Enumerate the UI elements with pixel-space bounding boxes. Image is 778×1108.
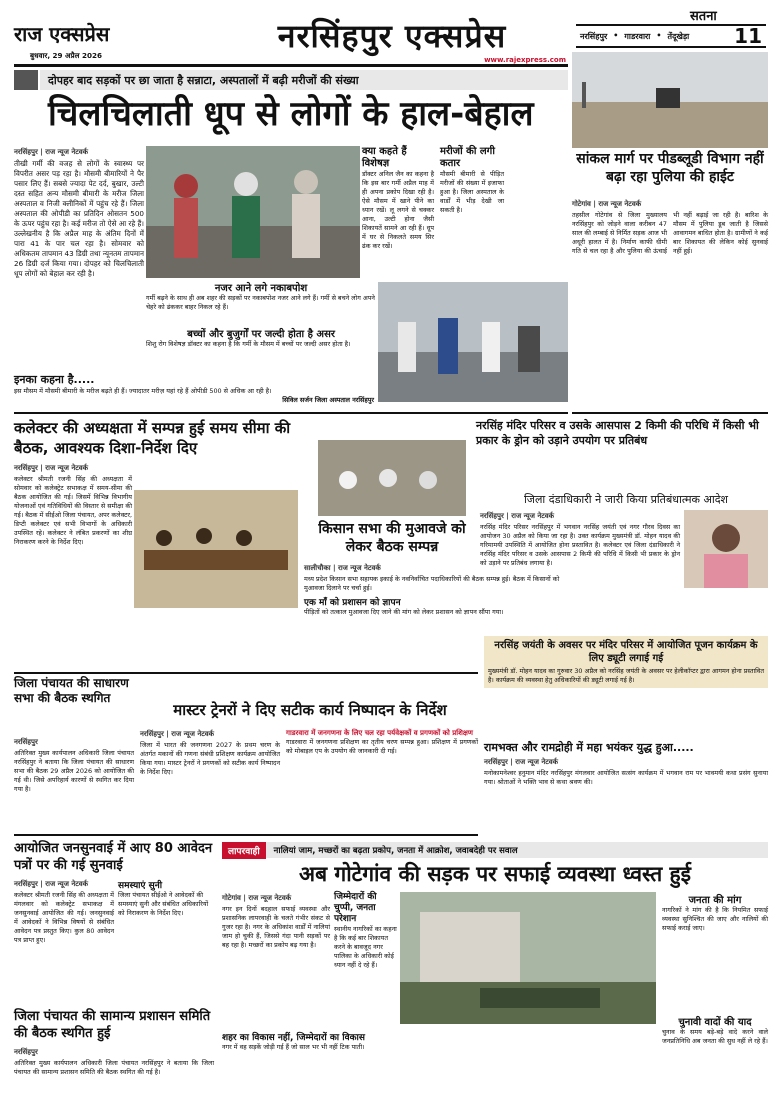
yuddha-article: [484, 756, 768, 787]
caption-children-body: शिशु रोग विशेषज्ञ डॉक्टर का कहना है कि गर्मी के मौसम में बच्चों पर जल्दी असर होता है।: [146, 340, 351, 348]
edition-title: नरसिंहपुर एक्सप्रेस: [277, 17, 507, 55]
section-rule-4: [14, 834, 478, 836]
road-photo: [572, 52, 768, 148]
resp-box: [334, 892, 398, 970]
pwd-headline: सांकल मार्ग पर पीडब्लूडी विभाग नहीं बढ़ा रहा पुलिया की हाईट: [576, 151, 764, 185]
yuddha-body: मनोकामनेश्वर हनुमान मंदिर नरसिंहपुर मंगलवार आयोजित सत्संग कार्यक्रम में भगवान राम पर भावमयी कथा प्रसंग सुनाया गया। श्रोताओं ने भक्ति भाव से कथा श्रवण की।: [484, 769, 768, 786]
collector-article: [14, 462, 132, 547]
drone-sub: जिला दंडाधिकारी ने जारी किया प्रतिबंधात्मक आदेश: [523, 493, 729, 506]
pwd-article: [572, 198, 768, 256]
section-rule-1: [14, 412, 568, 414]
road-headline: अब गोटेगांव की सड़क पर सफाई व्यवस्था ध्वस्त हुई: [299, 862, 691, 886]
census-body: गाडरवारा में जनगणना प्रशिक्षण का तृतीय चरण सम्पन्न हुआ। प्रशिक्षण में प्रगणकों को मोबाइल एप के उपयोग की जानकारी दी गई।: [286, 738, 478, 755]
hospital-photo: [378, 282, 568, 402]
trainers-byline: नरसिंहपुर | राज न्यूज नेटवर्क: [140, 730, 215, 738]
yuddha-byline: नरसिंहपुर | राज न्यूज नेटवर्क: [484, 758, 559, 766]
sabha-body: अतिरिक्त मुख्य कार्यपालन अधिकारी जिला पंचायत नरसिंहपुर ने बताया कि जिला पंचायत की साधारण सभा की बैठक 29 अप्रैल 2026 को आयोजित की गई थी। जिसे अपरिहार्य कारणों से स्थगित कर दिया गया है।: [14, 749, 134, 793]
caption-children: [146, 326, 376, 349]
info-body: इस मौसम में मौसमी बीमारी के मरीज बढ़ते ही हैं। ज्यादातर मरीज़ यहां रहे हैं ओपीडी 500 से अधिक आ रही है।: [14, 387, 272, 395]
demand-body: नागरिकों ने मांग की है कि नियमित सफाई व्यवस्था सुनिश्चित की जाए और नालियों की सफाई कराई जाए।: [662, 906, 768, 932]
tag-gadarwara: गाडरवारा: [624, 31, 651, 41]
tag-tendukheda: तेंदूखेड़ा: [667, 31, 690, 41]
hospital-photo-icon: [378, 282, 568, 402]
trainers-article: [140, 728, 280, 777]
memo-title: एक माँ को प्रशासन को ज्ञापन: [304, 598, 401, 608]
sabha-headline: जिला पंचायत की साधारण सभा की बैठक स्थगित: [14, 676, 129, 705]
drone-body: नरसिंह मंदिर परिसर नरसिंहपुर में भगवान नरसिंह जयंती एवं नगर गौरव दिवस का आयोजन 30 अप्रैल को किया जा रहा है। उक्त कार्यक्रम मुख्यमंत्री डॉ. मोहन यादव की गरिमामयी उपस्थिति में आयोजित होना प्रस्तावित है। कलेक्टर एवं जिला दंडाधिकारी ने नरसिंह मंदिर परिसर व उसके आसपास 2 किमी की परिधि में किसी भी प्रकार के ड्रोन को उड़ाने पर प्रतिबंध लगाया है।: [480, 523, 680, 567]
pranshasan-article: [14, 1046, 214, 1077]
patients-box: [440, 146, 504, 215]
caption-children-title: बच्चों और बुजुर्गों पर जल्दी होता है असर: [187, 329, 335, 340]
samasya-title: समस्याएं सुनी: [118, 881, 163, 891]
jansunvai-body: कलेक्टर श्रीमती रजनी सिंह की अध्यक्षता में मंगलवार को कलेक्ट्रेट सभाकक्ष में जनसुनवाई आयोजित की गई। जनसुनवाई में आवेदकों ने विभिन्न विषयों से संबंधित आवेदन पत्र प्रस्तुत किए। कुल 80 आवेदन पत्र प्राप्त हुए।: [14, 891, 114, 944]
resp-body: स्थानीय नागरिकों का कहना है कि कई बार शिकायत करने के बावजूद नगर पालिका के अधिकारी कोई ध्यान नहीं दे रहे हैं।: [334, 925, 397, 969]
pranshasan-body: अतिरिक्त मुख्य कार्यपालन अधिकारी जिला पंचायत नरसिंहपुर ने बताया कि जिला पंचायत की सामान्य प्रशासन समिति की बैठक स्थगित की गई है।: [14, 1059, 214, 1076]
pwd-body: तहसील गोटेगांव से जिला मुख्यालय नरसिंहपुर को जोड़ने वाला करीबन 47 साल की लम्बाई से निर्मित सड़क आज भी अधूरी हालत में है। निर्माण काफी धीमी गति से चल रहा है और पुलिया की ऊंचाई भी नहीं बढ़ाई जा रही है। बारिश के मौसम में पुलिया डूब जाती है जिससे आवागमन बाधित होता है। ग्रामीणों ने कई बार शिकायत की लेकिन कोई सुनवाई नहीं हुई।: [572, 211, 768, 255]
section-tags: नरसिंहपुर • गाडरवारा • तेंदूखेड़ा 11: [576, 24, 766, 48]
promise-body: चुनाव के समय बड़े-बड़े वादे करने वाले जनप्रतिनिधि अब जनता की सुध नहीं ले रहे हैं।: [662, 1028, 768, 1045]
sabha-article: [14, 736, 134, 794]
drone-byline: नरसिंहपुर | राज न्यूज नेटवर्क: [480, 512, 555, 520]
promise-title: चुनावी वादों की याद: [678, 1017, 752, 1028]
info-sign: सिविल सर्जन जिला अस्पताल नरसिंहपुर: [282, 396, 374, 404]
section-rule-3: [14, 672, 478, 674]
pwd-byline: गोटेगांव | राज न्यूज नेटवर्क: [572, 200, 642, 208]
tag-narsinghpur: नरसिंहपुर: [580, 31, 608, 41]
promise-box: [662, 1014, 768, 1046]
issue-date: बुधवार, 29 अप्रैल 2026: [30, 51, 103, 60]
pranshasan-byline: नरसिंहपुर: [14, 1048, 38, 1056]
meeting-photo-icon: [134, 490, 298, 608]
drone-article: [480, 510, 680, 568]
masthead-left: [14, 20, 154, 61]
website-url[interactable]: www.rajexpress.com: [484, 56, 566, 64]
yuddha-headline: रामभक्त और रामद्रोही में महा भयंकर युद्ध हुआ.....: [484, 741, 694, 754]
drain-photo-icon: [400, 892, 656, 1024]
demand-box: [662, 892, 768, 933]
caption-masks-body: गर्मी बढ़ने के साथ ही अब शहर की सड़कों पर नकाबपोश नजर आने लगे हैं। गर्मी से बचने लोग अपने चेहरे को ढंककर बाहर निकल रहे हैं।: [146, 294, 375, 311]
expert-title: क्या कहते हैं विशेषज्ञ: [362, 146, 407, 169]
kisan-byline: सालीचौका | राज न्यूज नेटवर्क: [304, 564, 381, 572]
trainers-body: जिला में भारत की जनगणना 2027 के प्रथम चरण के अंतर्गत मकानों की गणना संबंधी प्रशिक्षण कार्यक्रम आयोजित किया गया। मास्टर ट्रेनरों ने प्रगणकों को सटीक कार्य निष्पादन के निर्देश दिए।: [140, 741, 280, 776]
collector-headline: कलेक्टर की अध्यक्षता में सम्पन्न हुई समय सीमा की बैठक, आवश्यक दिशा-निर्देश दिए: [14, 419, 291, 457]
portrait-icon: [684, 510, 768, 588]
puja-headline: नरसिंह जयंती के अवसर पर मंदिर परिसर में आयोजित पूजन कार्यक्रम के लिए ड्यूटी लगाई गई: [494, 640, 758, 664]
kisan-body: मध्य प्रदेश किसान सभा सहायक इकाई के नवनिर्वाचित पदाधिकारियों की बैठक सम्पन्न हुई। बैठक में किसानों को मुआवजा दिलाने पर चर्चा हुई।: [304, 575, 560, 592]
lead-photo: [146, 146, 360, 278]
drain-photo: [400, 892, 656, 1024]
info-box: [14, 372, 374, 405]
paper-title: राज एक्सप्रेस: [14, 22, 110, 46]
caption-masks-title: नजर आने लगे नकाबपोश: [214, 283, 308, 294]
patients-body: मौसमी बीमारी से पीड़ित मरीजों की संख्या में इजाफा हुआ है। जिला अस्पताल के वार्डों में भीड़ देखी जा सकती है।: [440, 170, 504, 214]
info-title: इनका कहना है.....: [14, 373, 95, 386]
meeting-photo: [134, 490, 298, 608]
resp-title: जिम्मेदारों की चुप्पी, जनता परेशान: [334, 892, 377, 924]
jansunvai-article: [14, 878, 114, 945]
caption-masks: [146, 280, 376, 312]
collector-byline: नरसिंहपुर | राज न्यूज नेटवर्क: [14, 464, 89, 472]
kisan-photo-icon: [318, 440, 466, 516]
official-photo: [684, 510, 768, 588]
kicker-marker: [14, 70, 38, 90]
demand-title: जनता की मांग: [688, 895, 742, 906]
section-rule-2: [572, 412, 768, 414]
road-byline: गोटेगांव | राज न्यूज नेटवर्क: [222, 894, 292, 902]
census-box: [286, 728, 478, 756]
jansunvai-byline: नरसिंहपुर | राज न्यूज नेटवर्क: [14, 880, 89, 888]
samasya-body: जिला पंचायत सीईओ ने आवेदकों की समस्याएं सुनी और संबंधित अधिकारियों को निराकरण के निर्देश दिए।: [118, 891, 209, 917]
jansunvai-headline: आयोजित जनसुनवाई में आए 80 आवेदन पत्रों पर की गई सुनवाई: [14, 841, 213, 873]
kisan-article: [304, 562, 560, 617]
lead-byline: नरसिंहपुर | राज न्यूज नेटवर्क: [14, 148, 89, 156]
lead-body: तीखी गर्मी की वजह से लोगों के स्वास्थ्य पर विपरीत असर पड़ रहा है। मौसमी बीमारियों ने पैर पसार लिए हैं। सबसे ज्यादा पेट दर्द, बुखार, उल्टी दस्त सहित अन्य मौसमी बीमारी के मरीज जिला अस्पताल व निजी क्लीनिकों में पहुंच रहे हैं। जिला अस्पताल की ओपीडी का प्रतिदिन ओसतन 500 के ऊपर पहुंच रहा है। कई मरीज तो ऐसे आ रहे हैं। उल्लेखनीय है कि अप्रैल माह के अंतिम दिनों में पारा 41 के पार चल रहा है। सोमवार को अधिकतम तापमान 43 डिग्री तथा न्यूनतम तापमान 26 डिग्री दर्ज किया गया। दोपहर को चिलचिलाती धूप लोगों को बेहाल कर रही है।: [14, 159, 144, 278]
dev-title: शहर का विकास नहीं, जिम्मेदारों का विकास: [222, 1033, 365, 1043]
puja-body: मुख्यमंत्री डॉ. मोहन यादव का गुरुवार 30 अप्रैल को नरसिंह जयंती के अवसर पर हेलीकॉप्टर द्वारा आगमन होना प्रस्तावित है। कार्यक्रम की व्यवस्था हेतु अधिकारियों की ड्यूटी लगाई गई है।: [488, 667, 764, 684]
road-kicker-bar: [222, 842, 768, 858]
census-title: गाडरवारा में जनगणना के लिए चल रहा पर्यवेक्षकों व प्रगणकों को प्रशिक्षण: [286, 729, 473, 737]
masthead-rule: [14, 64, 568, 67]
city-name: सतना: [690, 9, 717, 24]
page-number: 11: [734, 24, 762, 48]
road-kicker: नालियां जाम, मच्छरों का बढ़ता प्रकोप, जनता में आक्रोश, जवाबदेही पर सवाल: [273, 845, 518, 856]
puja-box: [484, 636, 768, 688]
memo-body: पीड़ितों को तत्काल मुआवजा दिए जाने की मांग को लेकर प्रशासन को ज्ञापन सौंपा गया।: [304, 608, 504, 616]
lead-headline: चिलचिलाती धूप से लोगों के हाल-बेहाल: [48, 94, 534, 134]
samasya-box: [118, 878, 214, 918]
expert-body: डॉक्टर अनिल जैन का कहना है कि इस बार गर्मी अप्रैल माह में ही अपना प्रकोप दिखा रही है। ऐसे मौसम में खाने पीने का ध्यान रखें। लू लगने से चक्कर आना, उल्टी होना जैसी शिकायतें सामने आ रही हैं। धूप में घर से निकलते समय सिर ढंक कर रखें।: [362, 170, 434, 250]
road-photo-icon: [572, 52, 768, 148]
kisan-headline: किसान सभा की मुआवजे को लेकर बैठक सम्पन्न: [318, 521, 466, 555]
street-photo-icon: [146, 146, 360, 278]
dev-body: नगर में वह सड़कें जोड़ी गई हैं जो साल भर भी नहीं टिक पाती।: [222, 1043, 365, 1051]
expert-box: [362, 146, 434, 251]
road-article: [222, 892, 330, 950]
collector-body: कलेक्टर श्रीमती रजनी सिंह की अध्यक्षता में सोमवार को कलेक्ट्रेट सभाकक्ष में समय-सीमा की बैठक आयोजित की गई। जिसमें विभिन्न विभागीय योजनाओं एवं गतिविधियों की विस्तार से समीक्षा की गई। बैठक में सीईओ जिला पंचायत, अपर कलेक्टर, डिप्टी कलेक्टर एवं सभी विभागों के अधिकारी उपस्थित रहे। कलेक्टर ने लंबित प्रकरणों का शीघ्र निराकरण करने के निर्देश दिए।: [14, 475, 132, 546]
lead-article: [14, 146, 144, 279]
road-body: नगर इन दिनों बदहाल सफाई व्यवस्था और प्रशासनिक लापरवाही के चलते गंभीर संकट से गुजर रहा है। नगर के अधिकांश वार्डों में नालियां जाम हो चुकी हैं, जिससे गंदा पानी सड़कों पर बह रहा है। मच्छरों का प्रकोप बढ़ गया है।: [222, 905, 330, 949]
pranshasan-headline: जिला पंचायत की सामान्य प्रशासन समिति की बैठक स्थगित हुई: [14, 1009, 211, 1041]
sabha-byline: नरसिंहपुर: [14, 738, 38, 746]
patients-title: मरीजों की लगी कतार: [440, 146, 495, 169]
drone-headline: नरसिंह मंदिर परिसर व उसके आसपास 2 किमी की परिधि में किसी भी प्रकार के ड्रोन को उड़ाने उपयोग पर प्रतिबंध: [476, 419, 759, 447]
road-tag: लापरवाही: [222, 842, 266, 859]
lead-kicker: दोपहर बाद सड़कों पर छा जाता है सन्नाटा, अस्पतालों में बढ़ी मरीजों की संख्या: [40, 70, 568, 90]
dev-box: [222, 1030, 478, 1052]
trainers-headline: मास्टर ट्रेनरों ने दिए सटीक कार्य निष्पादन के निर्देश: [173, 701, 447, 719]
kisan-photo: [318, 440, 466, 516]
